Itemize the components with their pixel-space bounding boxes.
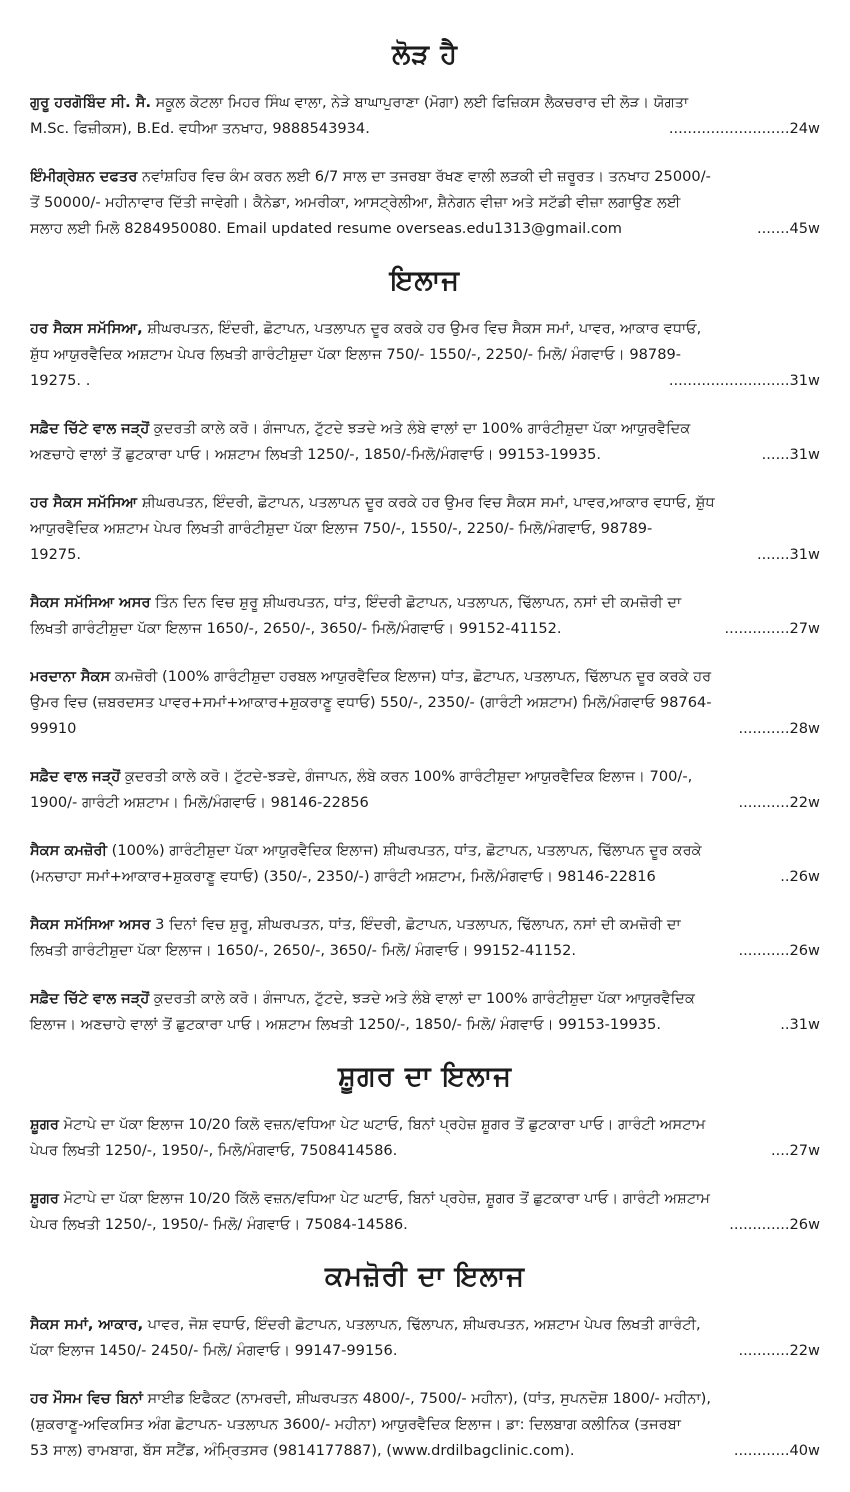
ad-lead: ਹਰ ਸੈਕਸ ਸਮੱਸਿਆ, <box>30 320 143 337</box>
ad-text: ਪੇਪਰ ਲਿਖਤੀ 1250/-, 1950/-, ਮਿਲੋ/ਮੰਗਵਾਓ, 7508414586. <box>30 1142 398 1159</box>
ad-lead: ਸੈਕਸ ਸਮੱਸਿਆ ਅਸਰ <box>30 916 151 933</box>
ad-line: (ਸ਼ੁਕਰਾਣੂ-ਅਵਿਕਸਿਤ ਅੰਗ ਛੋਟਾਪਨ- ਪਤਲਾਪਨ 3600/- ਮਹੀਨਾ) ਆਯੁਰਵੈਦਿਕ ਇਲਾਜ। ਡਾ: ਦਿਲਬਾਗ ਕਲੀਨਿਕ (ਤਜਰਬਾ <box>30 1416 681 1433</box>
ad-line: ਸ਼ੁੱਧ ਆਯੁਰਵੈਦਿਕ ਅਸ਼ਟਾਮ ਪੇਪਰ ਲਿਖਤੀ ਗਾਰੰਟੀਸ਼ੁਦਾ ਪੱਕਾ ਇਲਾਜ 750/- 1550/-, 2250/- ਮਿਲੋ/ ਮੰਗਵਾਓ। 98789- <box>30 346 682 363</box>
ad-lead: ਗੁਰੂ ਹਰਗੋਬਿੰਦ ਸੀ. ਸੈ. <box>30 94 152 111</box>
ad-line <box>30 1112 820 1138</box>
section <box>30 264 820 1038</box>
classified-ad <box>30 316 820 394</box>
classified-ad <box>30 490 820 568</box>
ad-line <box>30 838 820 864</box>
ad-text: ਕੁਦਰਤੀ ਕਾਲੇ ਕਰੋ। ਗੰਜਾਪਨ, ਟੁੱਟਦੇ ਝੜਦੇ ਅਤੇ ਲੰਬੇ ਵਾਲਾਂ ਦਾ 100% ਗਾਰੰਟੀਸ਼ੁਦਾ ਪੱਕਾ ਆਯੁਰਵੈਦਿਕ <box>149 420 691 437</box>
ad-last-line <box>30 716 820 742</box>
ad-text: M.Sc. ਫਿਜ਼ੀਕਸ), B.Ed. ਵਧੀਆ ਤਨਖਾਹ, 9888543934. <box>30 120 370 137</box>
ad-text: (100%) ਗਾਰੰਟੀਸ਼ੁਦਾ ਪੱਕਾ ਆਯੁਰਵੈਦਿਕ ਇਲਾਜ) ਸ਼ੀਘਰਪਤਨ, ਧਾਂਤ, ਛੋਟਾਪਨ, ਪਤਲਾਪਨ, ਢਿੱਲਾਪਨ ਦੂਰ ਕਰਕੇ <box>107 842 702 859</box>
ad-line <box>30 664 820 690</box>
section <box>30 1260 820 1464</box>
ad-text: ਸਲਾਹ ਲਈ ਮਿਲੋ 8284950080. Email updated resume overseas.edu1313@gmail.com <box>30 220 623 237</box>
ad-last-line <box>30 1012 820 1038</box>
ad-text: ਸਾਈਡ ਇਫੈਕਟ (ਨਾਮਰਦੀ, ਸ਼ੀਘਰਪਤਨ 4800/-, 7500/- ਮਹੀਨਾ), (ਧਾਂਤ, ਸੁਪਨਦੋਸ਼ 1800/- ਮਹੀਨਾ), <box>142 1390 712 1407</box>
ad-line <box>30 1312 820 1338</box>
ad-lead: ਇੰਮੀਗ੍ਰੇਸ਼ਨ ਦਫਤਰ <box>30 168 138 185</box>
ad-lead: ਸੈਕਸ ਸਮਾਂ, ਆਕਾਰ, <box>30 1316 144 1333</box>
ad-code: .......31w <box>757 546 820 563</box>
ad-last-line <box>30 216 820 242</box>
ad-text: 99910 <box>30 720 77 737</box>
ad-text: ਕਮਜ਼ੋਰੀ (100% ਗਾਰੰਟੀਸ਼ੁਦਾ ਹਰਬਲ ਆਯੁਰਵੈਦਿਕ ਇਲਾਜ) ਧਾਂਤ, ਛੋਟਾਪਨ, ਪਤਲਾਪਨ, ਢਿੱਲਾਪਨ ਦੂਰ ਕਰਕੇ ਹਰ <box>110 668 712 685</box>
ad-text: ਅਣਚਾਹੇ ਵਾਲਾਂ ਤੋਂ ਛੁਟਕਾਰਾ ਪਾਓ। ਅਸ਼ਟਾਮ ਲਿਖਤੀ 1250/-, 1850/-ਮਿਲੋ/ਮੰਗਵਾਓ। 99153-19935. <box>30 446 601 463</box>
ad-last-line <box>30 616 820 642</box>
ad-code: ...........22w <box>738 1342 820 1359</box>
ad-text: ਸ਼ੀਘਰਪਤਨ, ਇੰਦਰੀ, ਛੋਟਾਪਨ, ਪਤਲਾਪਨ ਦੂਰ ਕਰਕੇ ਹਰ ਉਮਰ ਵਿਚ ਸੈਕਸ ਸਮਾਂ, ਪਾਵਰ,ਆਕਾਰ ਵਧਾਓ, ਸ਼ੁੱਧ <box>137 494 715 511</box>
ad-last-line <box>30 116 820 142</box>
classified-ad <box>30 764 820 816</box>
ad-line <box>30 90 820 116</box>
ad-last-line <box>30 1438 820 1464</box>
ad-text: ਸਕੂਲ ਕੋਟਲਾ ਮਿਹਰ ਸਿੰਘ ਵਾਲਾ, ਨੇੜੇ ਬਾਘਾਪੁਰਾਣਾ (ਮੋਗਾ) ਲਈ ਫਿਜ਼ਿਕਸ ਲੈਕਚਰਾਰ ਦੀ ਲੋੜ। ਯੋਗਤਾ <box>151 94 689 111</box>
ad-text: ਪਾਵਰ, ਜੋਸ਼ ਵਧਾਓ, ਇੰਦਰੀ ਛੋਟਾਪਨ, ਪਤਲਾਪਨ, ਢਿੱਲਾਪਨ, ਸ਼ੀਘਰਪਤਨ, ਅਸ਼ਟਾਮ ਪੇਪਰ ਲਿਖਤੀ ਗਾਰੰਟੀ, <box>143 1316 701 1333</box>
ad-line: ਆਯੁਰਵੈਦਿਕ ਅਸ਼ਟਾਮ ਪੇਪਰ ਲਿਖਤੀ ਗਾਰੰਟੀਸ਼ੁਦਾ ਪੱਕਾ ਇਲਾਜ 750/-, 1550/-, 2250/- ਮਿਲੋ/ਮੰਗਵਾਓ, 98789- <box>30 520 653 537</box>
ad-code: ..........................31w <box>668 372 820 389</box>
ad-lead: ਸਫ਼ੈਦ ਚਿੱਟੇ ਵਾਲ ਜੜ੍ਹੋਂ <box>30 990 150 1007</box>
section <box>30 38 820 242</box>
ad-last-line <box>30 1212 820 1238</box>
ad-line <box>30 490 820 516</box>
ad-text: 19275. <box>30 546 82 563</box>
ad-line <box>30 590 820 616</box>
classified-ad <box>30 1112 820 1164</box>
ad-line <box>30 912 820 938</box>
section-title: ਇਲਾਜ <box>389 265 461 296</box>
ad-code: ....27w <box>770 1142 820 1159</box>
ad-last-line <box>30 542 820 568</box>
ad-lead: ਸੈਕਸ ਸਮੱਸਿਆ ਅਸਰ <box>30 594 151 611</box>
ad-last-line <box>30 1138 820 1164</box>
classified-ad <box>30 416 820 468</box>
section <box>30 1060 820 1238</box>
ad-text: ਕੁਦਰਤੀ ਕਾਲੇ ਕਰੋ। ਗੰਜਾਪਨ, ਟੁੱਟਦੇ, ਝੜਦੇ ਅਤੇ ਲੰਬੇ ਵਾਲਾਂ ਦਾ 100% ਗਾਰੰਟੀਸ਼ੁਦਾ ਪੱਕਾ ਆਯੁਰਵੈਦਿਕ <box>149 990 695 1007</box>
ad-line <box>30 416 820 442</box>
ad-line: ਉਮਰ ਵਿਚ (ਜ਼ਬਰਦਸਤ ਪਾਵਰ+ਸਮਾਂ+ਆਕਾਰ+ਸ਼ੁਕਰਾਣੂ ਵਧਾਓ) 550/-, 2350/- (ਗਾਰੰਟੀ ਅਸ਼ਟਾਮ) ਮਿਲੋ/ਮੰਗਵਾਓ 98764- <box>30 694 712 711</box>
ad-code: ...........22w <box>738 794 820 811</box>
section-title: ਸ਼ੂਗਰ ਦਾ ਇਲਾਜ <box>338 1061 512 1092</box>
ad-line <box>30 1186 820 1212</box>
ad-code: ...........26w <box>738 942 820 959</box>
ad-line <box>30 764 820 790</box>
ad-code: ..........................24w <box>668 120 820 137</box>
ad-text: ਪੱਕਾ ਇਲਾਜ 1450/- 2450/- ਮਿਲੋ/ ਮੰਗਵਾਓ। 99147-99156. <box>30 1342 398 1359</box>
ad-code: ..26w <box>780 868 820 885</box>
ad-lead: ਹਰ ਸੈਕਸ ਸਮੱਸਿਆ <box>30 494 138 511</box>
ad-line <box>30 1386 820 1412</box>
ad-code: ..............27w <box>724 620 820 637</box>
classified-ad <box>30 986 820 1038</box>
ad-text: ਤਿੰਨ ਦਿਨ ਵਿਚ ਸ਼ੁਰੂ ਸ਼ੀਘਰਪਤਨ, ਧਾਂਤ, ਇੰਦਰੀ ਛੋਟਾਪਨ, ਪਤਲਾਪਨ, ਢਿੱਲਾਪਨ, ਨਸਾਂ ਦੀ ਕਮਜ਼ੋਰੀ ਦਾ <box>150 594 682 611</box>
ad-text: (ਮਨਚਾਹਾ ਸਮਾਂ+ਆਕਾਰ+ਸ਼ੁਕਰਾਣੂ ਵਧਾਓ) (350/-, 2350/-) ਗਾਰੰਟੀ ਅਸ਼ਟਾਮ, ਮਿਲੋ/ਮੰਗਵਾਓ। 98146-22816 <box>30 868 656 885</box>
ad-text: ਨਵਾਂਸ਼ਹਿਰ ਵਿਚ ਕੰਮ ਕਰਨ ਲਈ 6/7 ਸਾਲ ਦਾ ਤਜਰਬਾ ਰੱਖਣ ਵਾਲੀ ਲੜਕੀ ਦੀ ਜ਼ਰੂਰਤ। ਤਨਖਾਹ 25000/- <box>137 168 711 185</box>
ad-text: ਇਲਾਜ। ਅਣਚਾਹੇ ਵਾਲਾਂ ਤੋਂ ਛੁਟਕਾਰਾ ਪਾਓ। ਅਸ਼ਟਾਮ ਲਿਖਤੀ 1250/-, 1850/- ਮਿਲੋ/ ਮੰਗਵਾਓ। 99153-19935. <box>30 1016 662 1033</box>
ad-lead: ਮਰਦਾਨਾ ਸੈਕਸ <box>30 668 111 685</box>
ad-text: 53 ਸਾਲ) ਰਾਮਬਾਗ, ਬੱਸ ਸਟੈਂਡ, ਅੰਮ੍ਰਿਤਸਰ (9814177887), (www.drdilbagclinic.com). <box>30 1442 575 1459</box>
ad-text: 19275. . <box>30 372 91 389</box>
ad-text: ਲਿਖਤੀ ਗਾਰੰਟੀਸ਼ੁਦਾ ਪੱਕਾ ਇਲਾਜ। 1650/-, 2650/-, 3650/- ਮਿਲੋ/ ਮੰਗਵਾਓ। 99152-41152. <box>30 942 577 959</box>
ad-line: ਤੋਂ 50000/- ਮਹੀਨਾਵਾਰ ਦਿੱਤੀ ਜਾਵੇਗੀ। ਕੈਨੇਡਾ, ਅਮਰੀਕਾ, ਆਸਟ੍ਰੇਲੀਆ, ਸ਼ੈਨੇਗਨ ਵੀਜ਼ਾ ਅਤੇ ਸਟੱਡੀ ਵੀਜ਼ਾ ਲਗਾਉਣ ਲਈ <box>30 194 681 211</box>
ad-text: ਮੋਟਾਪੇ ਦਾ ਪੱਕਾ ਇਲਾਜ 10/20 ਕਿਲੋ ਵਜ਼ਨ/ਵਧਿਆ ਪੇਟ ਘਟਾਓ, ਬਿਨਾਂ ਪ੍ਰਹੇਜ਼ ਸ਼ੂਗਰ ਤੋਂ ਛੁਟਕਾਰਾ ਪਾਓ। ਗਾਰੰਟੀ ਅਸਟਾਮ <box>58 1116 706 1133</box>
ad-text: ਕੁਦਰਤੀ ਕਾਲੇ ਕਰੋ। ਟੁੱਟਦੇ-ਝੜਦੇ, ਗੰਜਾਪਨ, ਲੰਬੇ ਕਰਨ 100% ਗਾਰੰਟੀਸ਼ੁਦਾ ਆਯੁਰਵੈਦਿਕ ਇਲਾਜ। 700/-, <box>120 768 693 785</box>
ad-code: .............26w <box>729 1216 820 1233</box>
ad-lead: ਸਫ਼ੈਦ ਚਿੱਟੇ ਵਾਲ ਜੜ੍ਹੋਂ <box>30 420 150 437</box>
ad-code: ............40w <box>733 1442 820 1459</box>
ad-lead: ਸਫ਼ੈਦ ਵਾਲ ਜੜ੍ਹੋਂ <box>30 768 121 785</box>
classified-ad <box>30 1312 820 1364</box>
classified-ad <box>30 90 820 142</box>
ad-last-line <box>30 790 820 816</box>
classified-ad <box>30 1186 820 1238</box>
classified-ad <box>30 164 820 242</box>
classified-ad <box>30 590 820 642</box>
ad-code: ..31w <box>780 1016 820 1033</box>
ad-last-line <box>30 368 820 394</box>
ad-code: .......45w <box>757 220 820 237</box>
ad-last-line <box>30 442 820 468</box>
ad-code: ...........28w <box>738 720 820 737</box>
classified-ad <box>30 838 820 890</box>
ad-last-line <box>30 1338 820 1364</box>
section-title: ਲੋੜ ਹੈ <box>392 39 458 70</box>
classified-ad <box>30 664 820 742</box>
ad-lead: ਸ਼ੂਗਰ <box>30 1116 59 1133</box>
ad-last-line <box>30 938 820 964</box>
ad-text: 1900/- ਗਾਰੰਟੀ ਅਸ਼ਟਾਮ। ਮਿਲੋ/ਮੰਗਵਾਓ। 98146-22856 <box>30 794 369 811</box>
ad-line <box>30 986 820 1012</box>
ad-lead: ਸ਼ੂਗਰ <box>30 1190 59 1207</box>
classified-ad <box>30 1386 820 1464</box>
classified-ad <box>30 912 820 964</box>
ad-text: ਸ਼ੀਘਰਪਤਨ, ਇੰਦਰੀ, ਛੋਟਾਪਨ, ਪਤਲਾਪਨ ਦੂਰ ਕਰਕੇ ਹਰ ਉਮਰ ਵਿਚ ਸੈਕਸ ਸਮਾਂ, ਪਾਵਰ, ਆਕਾਰ ਵਧਾਓ, <box>142 320 702 337</box>
section-title: ਕਮਜ਼ੋਰੀ ਦਾ ਇਲਾਜ <box>324 1261 526 1292</box>
ad-last-line <box>30 864 820 890</box>
ad-text: ਲਿਖਤੀ ਗਾਰੰਟੀਸ਼ੁਦਾ ਪੱਕਾ ਇਲਾਜ 1650/-, 2650/-, 3650/- ਮਿਲੋ/ਮੰਗਵਾਓ। 99152-41152. <box>30 620 562 637</box>
ad-lead: ਸੈਕਸ ਕਮਜ਼ੋਰੀ <box>30 842 107 859</box>
ad-text: 3 ਦਿਨਾਂ ਵਿਚ ਸ਼ੁਰੂ, ਸ਼ੀਘਰਪਤਨ, ਧਾਂਤ, ਇੰਦਰੀ, ਛੋਟਾਪਨ, ਪਤਲਾਪਨ, ਢਿੱਲਾਪਨ, ਨਸਾਂ ਦੀ ਕਮਜ਼ੋਰੀ ਦਾ <box>150 916 681 933</box>
ad-lead: ਹਰ ਮੌਸਮ ਵਿਚ ਬਿਨਾਂ <box>30 1390 143 1407</box>
ad-line <box>30 164 820 190</box>
ad-text: ਪੇਪਰ ਲਿਖਤੀ 1250/-, 1950/- ਮਿਲੋ/ ਮੰਗਵਾਓ। 75084-14586. <box>30 1216 408 1233</box>
ad-code: ......31w <box>761 446 820 463</box>
ad-line <box>30 316 820 342</box>
ad-text: ਮੋਟਾਪੇ ਦਾ ਪੱਕਾ ਇਲਾਜ 10/20 ਕਿੱਲੋ ਵਜ਼ਨ/ਵਧਿਆ ਪੇਟ ਘਟਾਓ, ਬਿਨਾਂ ਪ੍ਰਹੇਜ਼, ਸ਼ੂਗਰ ਤੋਂ ਛੁਟਕਾਰਾ ਪਾਓ। ਗਾਰੰਟੀ ਅਸ਼ਟਾਮ <box>58 1190 710 1207</box>
